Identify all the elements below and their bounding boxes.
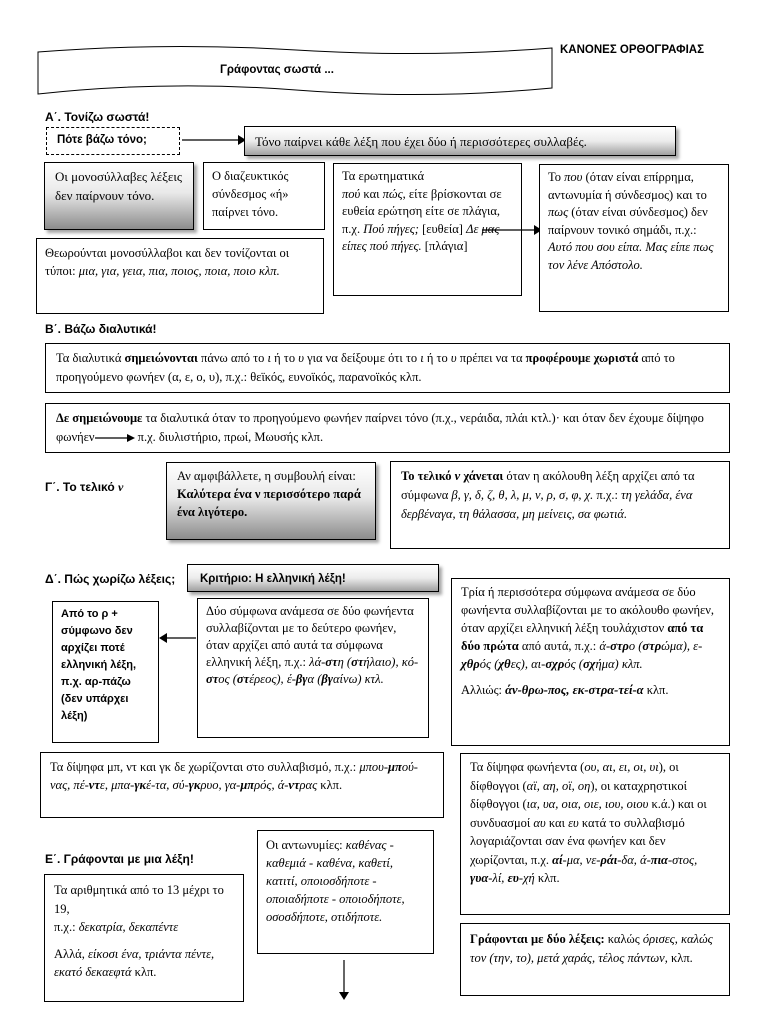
disjunctive-box: Ο διαζευκτικός σύνδεσμος «ή» παίρνει τόνο. [203, 162, 325, 230]
advice-box: Αν αμφιβάλλετε, η συμβουλή είναι: Καλύτερα ένα ν περισσότερο παρά ένα λιγότερο. [166, 462, 376, 540]
pronouns-box: Οι αντωνυμίες: καθένας - καθεμιά - καθένα, καθετί, κατιτί, οποιοσδήποτε - οποιαδήποτε - οποιοδήποτε, οσοσδήποτε, οτιδήποτε. [257, 830, 434, 954]
final-nu-lost-box: Το τελικό ν χάνεται όταν η ακόλουθη λέξη αρχίζει από τα σύμφωνα β, γ, δ, ζ, θ, λ, μ, ν, ρ, σ, φ, χ. π.χ.: τη γελάδα, ένα δερβέναγα, τη θάλασσα, μη μείνεις, σα φωτιά. [390, 461, 730, 549]
question-text: Πότε βάζω τόνο; [57, 134, 147, 146]
section-c-heading: Γ΄. Το τελικό ν [45, 480, 124, 494]
three-consonants-box: Τρία ή περισσότερα σύμφωνα ανάμεσα σε δύο φωνήεντα συλλαβίζονται με το ακόλουθο φωνήεν, όταν αρχίζει ελληνική λέξη τουλάχιστον από τα δύο πρώτα από αυτά, π.χ.: ά-στρο (στρώμα), ε-χθρός (χθες), αι-σχρός (σχήμα) κλπ. Αλλιώς: άν-θρω-πος, εκ-στρα-τεί-α κλπ. [451, 578, 730, 746]
digraph-consonants-box: Τα δίψηφα μπ, ντ και γκ δε χωρίζονται στο συλλαβισμό, π.χ.: μπου-μπού-νας, πέ-ντε, μπα-γκέ-τα, σύ-γκρυο, γα-μπρός, ά-ντρας κλπ. [40, 752, 444, 818]
accent-rule-box: Τόνο παίρνει κάθε λέξη που έχει δύο ή περισσότερες συλλαβές. [244, 126, 676, 156]
two-consonants-box: Δύο σύμφωνα ανάμεσα σε δύο φωνήεντα συλλαβίζονται με το δεύτερο φωνήεν, όταν αρχίζει από αυτά τα σύμφωνα ελληνική λέξη, π.χ.: λά-στη (στήλαιο), κό-στος (στέρεος), έ-βγα (βγαίνω) κτλ. [197, 598, 429, 738]
monosyllables-box: Οι μονοσύλλαβες λέξεις δεν παίρνουν τόνο. [44, 162, 194, 230]
document-title: ΚΑΝΟΝΕΣ ΟΡΘΟΓΡΑΦΙΑΣ [560, 44, 705, 56]
rho-rule-box: Από το ρ + σύμφωνο δεν αρχίζει ποτέ ελληνική λέξη, π.χ. αρ-πάζω (δεν υπάρχει λέξη) [52, 601, 159, 743]
arrow-left-icon [159, 630, 197, 646]
no-diaeresis-box: Δε σημειώνουμε τα διαλυτικά όταν το προηγούμενο φωνήεν παίρνει τόνο (π.χ., νεράιδα, πλάι κτλ.)· και όταν δεν έχουμε δίψηφο φωνήεν π.χ. διυλιστήριο, πρωί, Μωυσής κλπ. [45, 403, 730, 453]
numerals-box: Τα αριθμητικά από το 13 μέχρι το 19, π.χ.: δεκατρία, δεκαπέντε Αλλά, είκοσι ένα, τριάντα πέντε, εκατό δεκαεφτά κλπ. [44, 874, 244, 1002]
section-b-heading: Β΄. Βάζω διαλυτικά! [45, 322, 157, 336]
section-d-heading: Δ΄. Πώς χωρίζω λέξεις; [45, 572, 176, 586]
banner-title: Γράφοντας σωστά ... [220, 64, 334, 76]
criterion-box: Κριτήριο: Η ελληνική λέξη! [187, 564, 439, 592]
section-e-heading: Ε΄. Γράφονται με μια λέξη! [45, 852, 194, 866]
arrow-right-icon [95, 433, 135, 443]
interrogative-box: Τα ερωτηματικά πού και πώς, είτε βρίσκονται σε ευθεία ερώτηση είτε σε πλάγια, π.χ. Πού πήγες; [ευθεία] Δε μας είπες πού πήγες. [πλάγια] [333, 163, 522, 296]
considered-monosyllabic-box: Θεωρούνται μονοσύλλαβοι και δεν τονίζονται οι τύποι: μια, για, γεια, πια, ποιος, ποια, ποιο κλπ. [36, 238, 324, 314]
question-box [46, 127, 180, 155]
arrow-right-icon [180, 132, 246, 148]
pou-pos-box: Το που (όταν είναι επίρρημα, αντωνυμία ή σύνδεσμος) και το πως (όταν είναι σύνδεσμος) δεν παίρνουν τονικό σημάδι, π.χ.: Αυτό που σου είπα. Μας είπε πως τον λένε Απόστολο. [539, 164, 729, 312]
diaeresis-rule-box: Τα διαλυτικά σημειώνονται πάνω από το ι ή το υ για να δείξουμε ότι το ι ή το υ πρέπει να τα προφέρουμε χωριστά από το προηγούμενο φωνήεν (α, ε, ο, υ), π.χ.: θεϊκός, ευνοϊκός, παρανοϊκός κλπ. [45, 343, 730, 393]
arrow-right-icon [480, 222, 542, 238]
section-a-heading: Α΄. Τονίζω σωστά! [45, 110, 150, 124]
digraph-vowels-box: Τα δίψηφα φωνήεντα (ου, αι, ει, οι, υι), οι δίφθογγοι (αϊ, αη, οϊ, οη), οι καταχρηστικοί δίφθογγοι (ια, υα, οια, οιε, ιου, οιου κ.ά.) και οι συνδυασμοί αυ και ευ κατά το συλλαβισμό λογαριάζονται σαν ένα φωνήεν και δεν χωρίζονται, π.χ. αί-μα, νε-ράι-δα, ά-πια-στος, γυα-λί, ευ-χή κλπ. [460, 753, 730, 915]
two-words-box: Γράφονται με δύο λέξεις: καλώς όρισες, καλώς τον (την, το), μετά χαράς, τέλος πάντων, κλπ. [460, 923, 730, 996]
arrow-down-icon [336, 960, 352, 1000]
